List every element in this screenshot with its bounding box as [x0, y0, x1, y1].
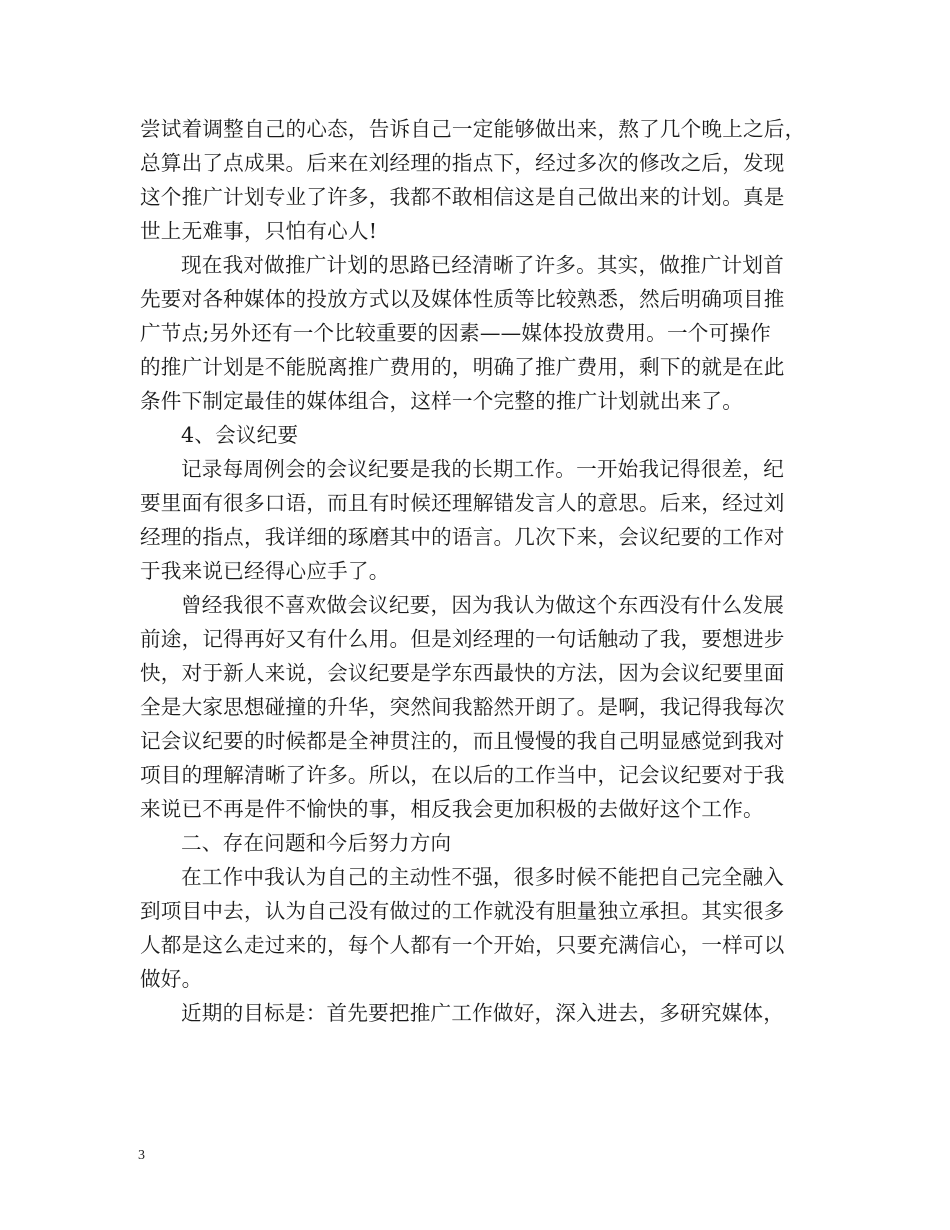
text-line: 先要对各种媒体的投放方式以及媒体性质等比较熟悉，然后明确项目推 — [140, 287, 785, 311]
document-body — [140, 112, 820, 1030]
text-line: 项目的理解清晰了许多。所以，在以后的工作当中，记会议纪要对于我 — [140, 763, 785, 787]
text-line: 世上无难事，只怕有心人! — [140, 219, 378, 243]
text-line: 来说已不再是件不愉快的事，相反我会更加积极的去做好这个工作。 — [140, 797, 764, 821]
text-line: 到项目中去，认为自己没有做过的工作就没有胆量独立承担。其实很多 — [140, 899, 785, 923]
section-heading: 4、会议纪要 — [181, 423, 299, 447]
paragraph-start-line: 近期的目标是：首先要把推广工作做好，深入进去，多研究媒体， — [181, 1001, 785, 1025]
text-line: 人都是这么走过来的，每个人都有一个开始，只要充满信心，一样可以 — [140, 933, 785, 957]
page-number: 3 — [138, 1148, 145, 1163]
text-line: 广节点;另外还有一个比较重要的因素——媒体投放费用。一个可操作 — [140, 321, 771, 345]
text-line: 快，对于新人来说，会议纪要是学东西最快的方法，因为会议纪要里面 — [140, 661, 785, 685]
text-line: 前途，记得再好又有什么用。但是刘经理的一句话触动了我，要想进步 — [140, 627, 785, 651]
text-line: 总算出了点成果。后来在刘经理的指点下，经过多次的修改之后，发现 — [140, 151, 785, 175]
paragraph-start-line: 现在我对做推广计划的思路已经清晰了许多。其实，做推广计划首 — [181, 253, 785, 277]
text-line: 这个推广计划专业了许多，我都不敢相信这是自己做出来的计划。真是 — [140, 185, 785, 209]
paragraph-start-line: 在工作中我认为自己的主动性不强，很多时候不能把自己完全融入 — [181, 865, 785, 889]
text-line: 的推广计划是不能脱离推广费用的，明确了推广费用，剩下的就是在此 — [140, 355, 785, 379]
text-line: 于我来说已经得心应手了。 — [140, 559, 390, 583]
text-line: 经理的指点，我详细的琢磨其中的语言。几次下来，会议纪要的工作对 — [140, 525, 785, 549]
text-line: 要里面有很多口语，而且有时候还理解错发言人的意思。后来，经过刘 — [140, 491, 785, 515]
section-heading: 二、存在问题和今后努力方向 — [181, 831, 452, 855]
paragraph-start-line: 曾经我很不喜欢做会议纪要，因为我认为做这个东西没有什么发展 — [181, 593, 785, 617]
paragraph-start-line: 记录每周例会的会议纪要是我的长期工作。一开始我记得很差，纪 — [181, 457, 785, 481]
text-line: 尝试着调整自己的心态，告诉自己一定能够做出来，熬了几个晚上之后， — [140, 117, 806, 141]
text-line: 条件下制定最佳的媒体组合，这样一个完整的推广计划就出来了。 — [140, 389, 744, 413]
text-line: 记会议纪要的时候都是全神贯注的，而且慢慢的我自己明显感觉到我对 — [140, 729, 785, 753]
text-line: 做好。 — [140, 967, 203, 991]
text-line: 全是大家思想碰撞的升华，突然间我豁然开朗了。是啊，我记得我每次 — [140, 695, 785, 719]
